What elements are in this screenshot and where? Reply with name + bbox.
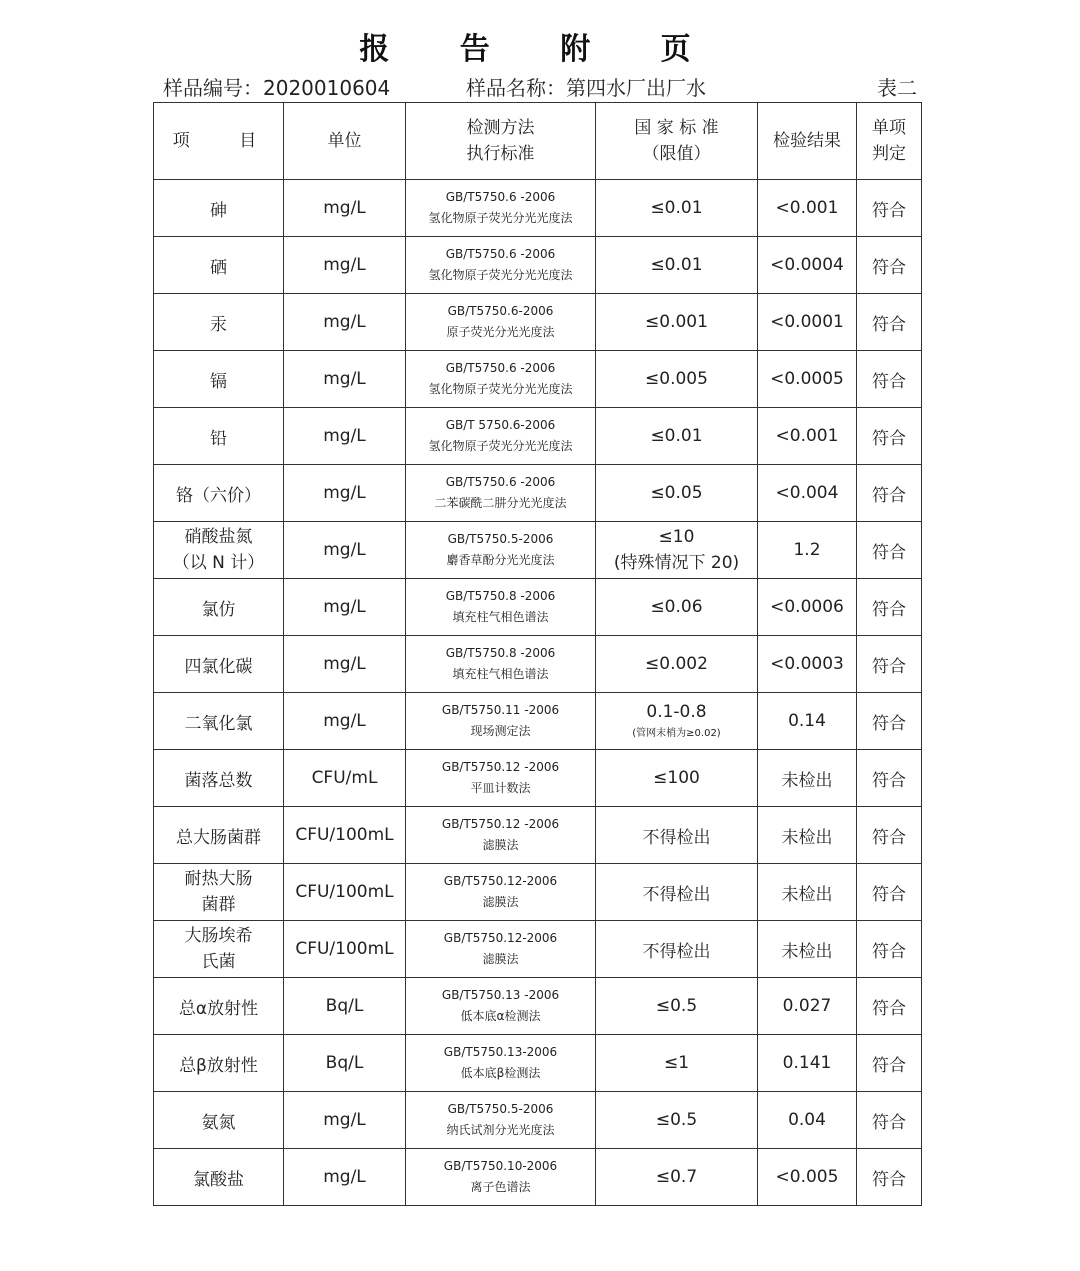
cell-item: 汞 [154,294,284,351]
cell-item: 氯仿 [154,579,284,636]
method-code: GB/T5750.5-2006 [447,1102,554,1116]
table-row [154,864,922,921]
cell-judgement: 符合 [857,465,922,522]
cell-result: <0.0004 [758,237,857,294]
cell-judgement: 符合 [857,864,922,921]
cell-judgement: 符合 [857,636,922,693]
cell-unit: mg/L [284,522,406,579]
method-code: GB/T5750.6 -2006 [445,475,556,489]
cell-result: <0.0003 [758,636,857,693]
cell-method [406,465,596,522]
cell-unit: CFU/mL [284,750,406,807]
cell-unit: mg/L [284,351,406,408]
cell-unit: mg/L [284,1149,406,1206]
cell-unit: mg/L [284,465,406,522]
cell-result: 未检出 [758,921,857,978]
cell-method [406,294,596,351]
cell-item: 总大肠菌群 [154,807,284,864]
cell-method [406,1092,596,1149]
item-line2: （以 N 计） [172,553,265,573]
cell-unit: CFU/100mL [284,864,406,921]
cell-method [406,522,596,579]
cell-judgement: 符合 [857,579,922,636]
cell-limit: 不得检出 [596,864,758,921]
cell-limit: 不得检出 [596,807,758,864]
cell-method [406,1149,596,1206]
table-row [154,807,922,864]
cell-unit: mg/L [284,408,406,465]
method-name: 氢化物原子荧光分光光度法 [428,268,573,282]
cell-item: 四氯化碳 [154,636,284,693]
header-method-line1: 检测方法 [466,118,535,138]
table-row [154,180,922,237]
header-judgement-line2: 判定 [872,144,906,164]
cell-result: <0.0005 [758,351,857,408]
sample-number: 样品编号：2020010604 [163,76,391,100]
cell-result: <0.001 [758,180,857,237]
cell-method [406,237,596,294]
cell-item: 总α放射性 [154,978,284,1035]
cell-limit: ≤0.06 [596,579,758,636]
report-title: 报 告 附 页 [359,32,721,67]
table-header-row [154,103,922,180]
cell-judgement: 符合 [857,1035,922,1092]
cell-limit: ≤1 [596,1035,758,1092]
cell-unit: CFU/100mL [284,921,406,978]
limit-line2: (特殊情况下 20) [613,553,740,573]
method-name: 原子荧光分光光度法 [446,325,555,339]
cell-method [406,750,596,807]
item-line2: 菌群 [201,895,236,915]
cell-unit: mg/L [284,294,406,351]
header-limit [596,103,758,180]
cell-result: 未检出 [758,750,857,807]
cell-item: 总β放射性 [154,1035,284,1092]
cell-result: 0.14 [758,693,857,750]
table-row [154,1092,922,1149]
cell-unit: mg/L [284,636,406,693]
method-code: GB/T5750.10-2006 [443,1159,558,1173]
method-code: GB/T5750.6-2006 [447,304,554,318]
table-row [154,1035,922,1092]
cell-judgement: 符合 [857,408,922,465]
cell-limit: ≤0.002 [596,636,758,693]
cell-judgement: 符合 [857,807,922,864]
limit-line1: ≤10 [658,527,695,547]
item-line1: 大肠埃希 [184,926,253,946]
method-name: 滤膜法 [482,895,519,909]
table-row [154,636,922,693]
cell-result: 0.141 [758,1035,857,1092]
cell-method [406,1035,596,1092]
cell-result: 未检出 [758,807,857,864]
header-judgement-line1: 单项 [872,118,906,138]
cell-item: 氨氮 [154,1092,284,1149]
cell-unit: mg/L [284,579,406,636]
cell-method [406,864,596,921]
method-name: 麝香草酚分光光度法 [446,553,555,567]
cell-limit: ≤0.5 [596,978,758,1035]
item-line1: 耐热大肠 [184,869,253,889]
table-row [154,408,922,465]
cell-item [154,864,284,921]
header-method-line2: 执行标准 [466,144,535,164]
cell-unit: Bq/L [284,978,406,1035]
method-name: 滤膜法 [482,838,519,852]
cell-limit: ≤100 [596,750,758,807]
header-item: 项 目 [154,103,284,180]
cell-judgement: 符合 [857,351,922,408]
method-name: 二苯碳酰二肼分光光度法 [434,496,567,510]
method-code: GB/T5750.6 -2006 [445,190,556,204]
method-code: GB/T5750.8 -2006 [445,646,556,660]
cell-judgement: 符合 [857,693,922,750]
cell-result: <0.0006 [758,579,857,636]
cell-limit [596,693,758,750]
cell-result: <0.0001 [758,294,857,351]
item-line2: 氏菌 [201,952,236,972]
method-code: GB/T 5750.6-2006 [445,418,556,432]
cell-item: 二氧化氯 [154,693,284,750]
cell-limit: ≤0.05 [596,465,758,522]
cell-method [406,351,596,408]
cell-result: <0.005 [758,1149,857,1206]
cell-result: 0.027 [758,978,857,1035]
cell-limit: ≤0.7 [596,1149,758,1206]
cell-method [406,180,596,237]
cell-unit: CFU/100mL [284,807,406,864]
method-code: GB/T5750.6 -2006 [445,361,556,375]
method-name: 离子色谱法 [470,1180,531,1194]
method-name: 填充柱气相色谱法 [452,610,549,624]
method-name: 纳氏试剂分光光度法 [446,1123,555,1137]
method-code: GB/T5750.13 -2006 [441,988,560,1002]
cell-limit: ≤0.005 [596,351,758,408]
cell-limit: ≤0.01 [596,237,758,294]
limit-line1: 0.1-0.8 [646,702,707,722]
method-code: GB/T5750.12-2006 [443,931,558,945]
cell-item: 菌落总数 [154,750,284,807]
table-row [154,294,922,351]
method-code: GB/T5750.6 -2006 [445,247,556,261]
cell-judgement: 符合 [857,750,922,807]
cell-unit: mg/L [284,180,406,237]
method-code: GB/T5750.8 -2006 [445,589,556,603]
header-judgement [857,103,922,180]
cell-judgement: 符合 [857,921,922,978]
method-name: 平皿计数法 [470,781,531,795]
header-unit: 单位 [284,103,406,180]
cell-item [154,522,284,579]
method-name: 氢化物原子荧光分光光度法 [428,439,573,453]
table-row [154,579,922,636]
cell-result: <0.004 [758,465,857,522]
table-number: 表二 [877,76,917,100]
method-code: GB/T5750.11 -2006 [441,703,560,717]
table-row [154,978,922,1035]
cell-judgement: 符合 [857,180,922,237]
table-row [154,921,922,978]
method-name: 氢化物原子荧光分光光度法 [428,382,573,396]
limit-note: (管网末梢为≥0.02) [632,728,721,739]
method-code: GB/T5750.13-2006 [443,1045,558,1059]
table-row [154,693,922,750]
cell-item: 硒 [154,237,284,294]
sample-name: 样品名称：第四水厂出厂水 [466,76,706,100]
cell-result: <0.001 [758,408,857,465]
cell-judgement: 符合 [857,522,922,579]
cell-item: 铅 [154,408,284,465]
table-row [154,237,922,294]
cell-result: 0.04 [758,1092,857,1149]
cell-limit: ≤0.001 [596,294,758,351]
cell-result: 1.2 [758,522,857,579]
header-method [406,103,596,180]
cell-item: 砷 [154,180,284,237]
table-row [154,351,922,408]
method-name: 滤膜法 [482,952,519,966]
table-row [154,1149,922,1206]
cell-method [406,978,596,1035]
method-name: 氢化物原子荧光分光光度法 [428,211,573,225]
cell-method [406,807,596,864]
method-code: GB/T5750.12 -2006 [441,760,560,774]
cell-method [406,408,596,465]
table-row [154,750,922,807]
cell-judgement: 符合 [857,978,922,1035]
cell-limit: ≤0.01 [596,408,758,465]
method-name: 低本底β检测法 [460,1066,541,1080]
cell-limit: ≤0.5 [596,1092,758,1149]
cell-judgement: 符合 [857,294,922,351]
cell-method [406,636,596,693]
cell-unit: mg/L [284,1092,406,1149]
method-code: GB/T5750.12 -2006 [441,817,560,831]
cell-method [406,693,596,750]
method-name: 填充柱气相色谱法 [452,667,549,681]
cell-item: 镉 [154,351,284,408]
cell-item [154,921,284,978]
cell-limit: ≤0.01 [596,180,758,237]
cell-method [406,579,596,636]
cell-result: 未检出 [758,864,857,921]
cell-item: 氯酸盐 [154,1149,284,1206]
cell-limit [596,522,758,579]
cell-limit: 不得检出 [596,921,758,978]
method-name: 低本底α检测法 [460,1009,541,1023]
cell-unit: Bq/L [284,1035,406,1092]
method-name: 现场测定法 [470,724,531,738]
header-result: 检验结果 [758,103,857,180]
cell-judgement: 符合 [857,237,922,294]
cell-unit: mg/L [284,693,406,750]
table-row [154,465,922,522]
method-code: GB/T5750.12-2006 [443,874,558,888]
item-line1: 硝酸盐氮 [184,527,253,547]
cell-judgement: 符合 [857,1092,922,1149]
header-limit-line2: （限值） [642,144,711,164]
method-code: GB/T5750.5-2006 [447,532,554,546]
results-table [153,102,922,1206]
cell-method [406,921,596,978]
cell-item: 铬（六价） [154,465,284,522]
cell-unit: mg/L [284,237,406,294]
cell-judgement: 符合 [857,1149,922,1206]
header-limit-line1: 国 家 标 准 [634,118,719,138]
table-row [154,522,922,579]
